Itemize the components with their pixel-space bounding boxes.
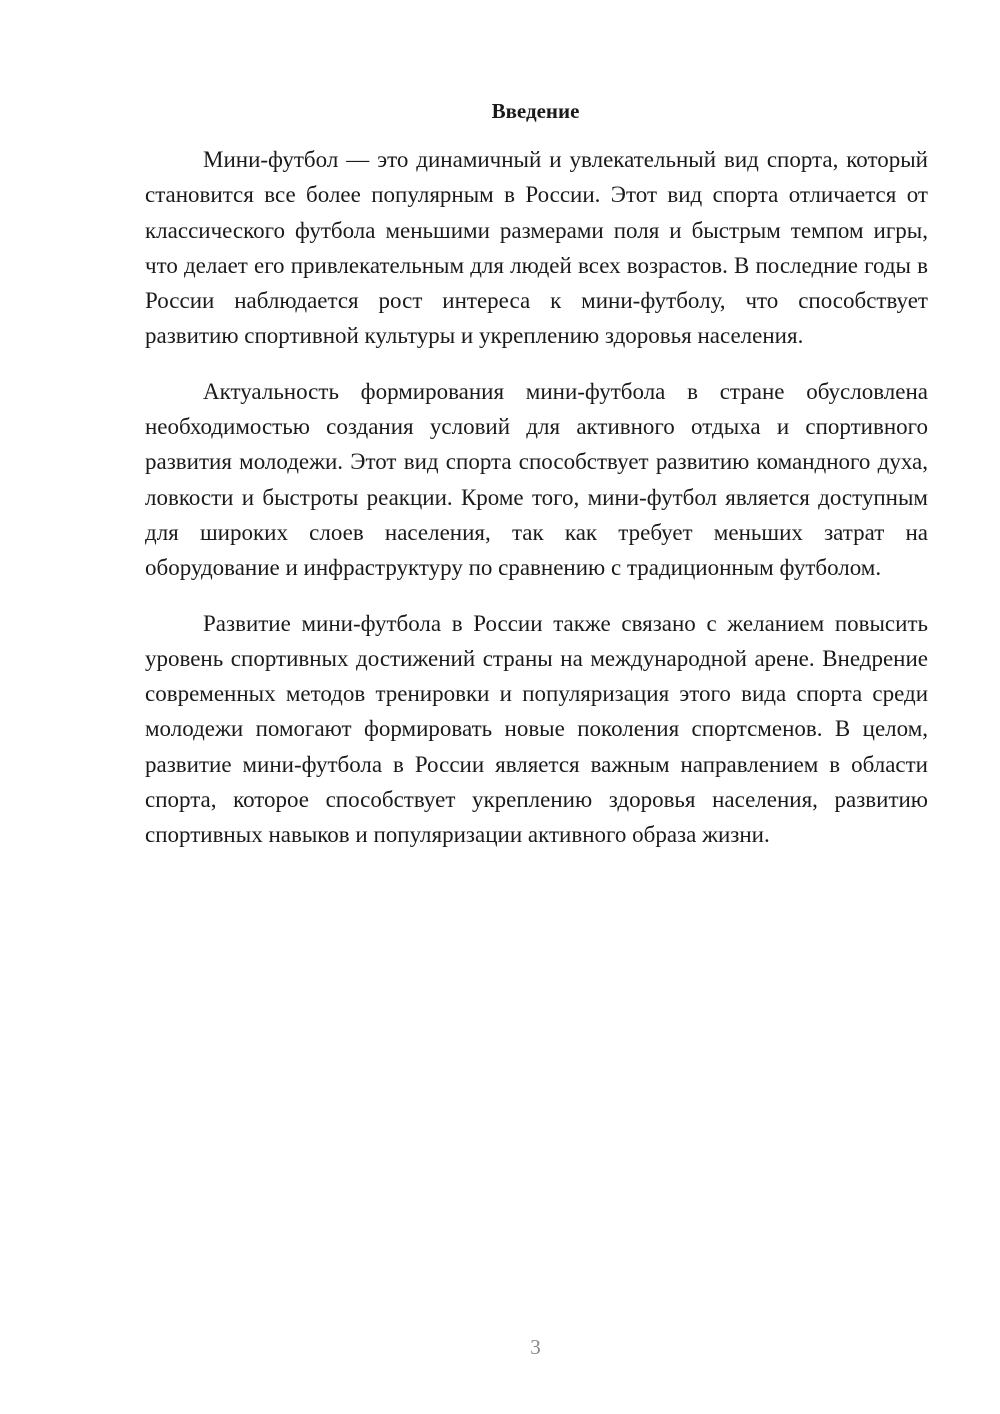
section-heading: Введение bbox=[491, 99, 580, 123]
page-number: 3 bbox=[530, 1335, 541, 1359]
document-body bbox=[145, 142, 928, 873]
paragraph-2: Актуальность формирования мини-футбола в стране обусловлена необходимостью создания условий для активного отдыха и спортивного развития молодежи. Этот вид спорта способствует развитию командного духа, ловкости и быстроты реакции. Кроме того, мини-футбол является доступным для широких слоев населения, так как требует меньших затрат на оборудование и инфраструктуру по сравнению с традиционным футболом. bbox=[145, 378, 928, 581]
paragraph-1: Мини-футбол — это динамичный и увлекательный вид спорта, который становится все более популярным в России. Этот вид спорта отличается от классического футбола меньшими размерами поля и быстрым темпом игры, что делает его привлекательным для людей всех возрастов. В последние годы в России наблюдается рост интереса к мини-футболу, что способствует развитию спортивной культуры и укреплению здоровья населения. bbox=[145, 147, 928, 349]
paragraph-3: Развитие мини-футбола в России также связано с желанием повысить уровень спортивных достижений страны на международной арене. Внедрение современных методов тренировки и популяризация этого вида спорта среди молодежи помогают формировать новые поколения спортсменов. В целом, развитие мини-футбола в России является важным направлением в области спорта, которое способствует укреплению здоровья населения, развитию спортивных навыков и популяризации активного образа жизни. bbox=[145, 610, 928, 848]
